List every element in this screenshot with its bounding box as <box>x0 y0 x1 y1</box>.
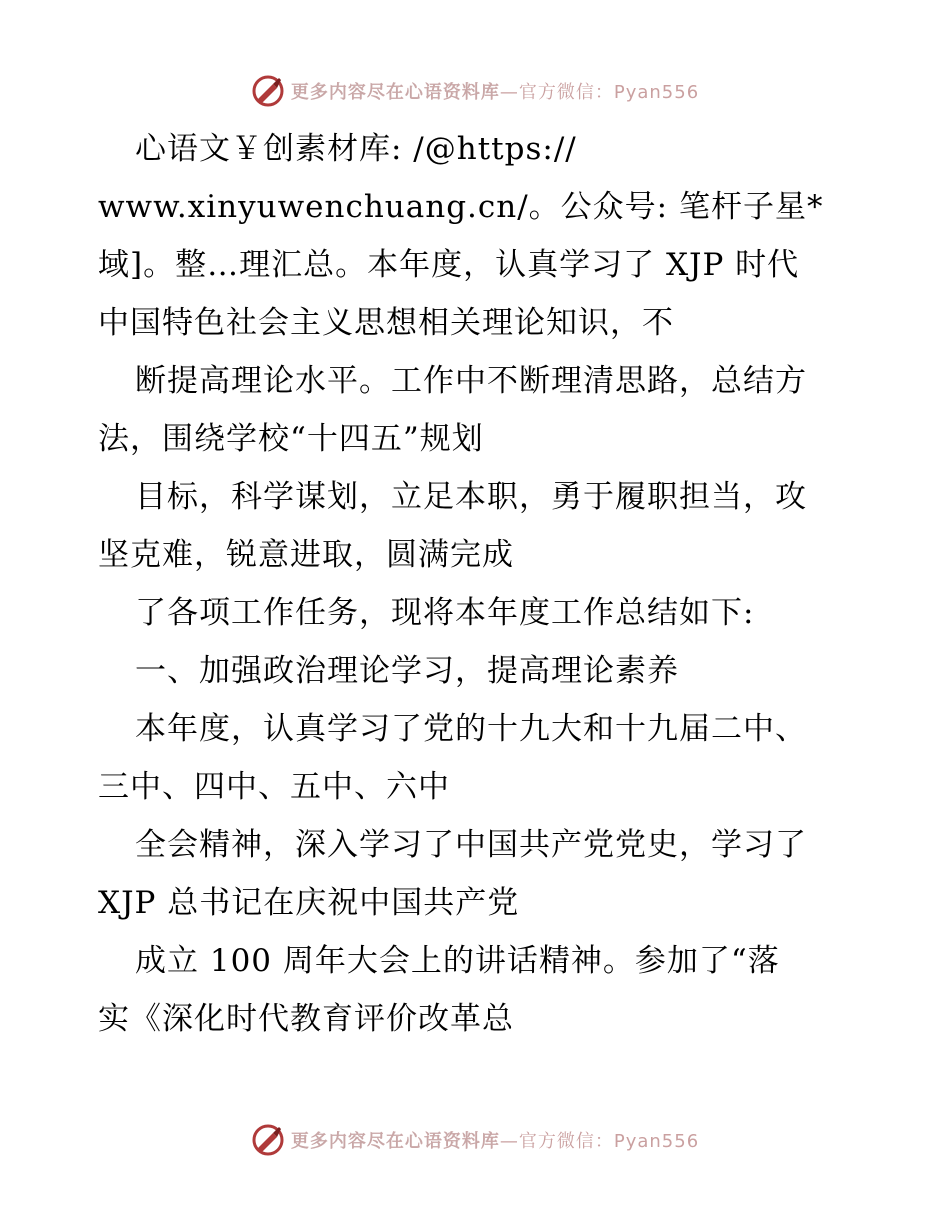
pen-logo-icon <box>251 74 285 108</box>
text-line: 全会精神，深入学习了中国共产党党史，学习了 <box>135 827 807 863</box>
document-body <box>98 120 868 1048</box>
text-line: 了各项工作任务，现将本年度工作总结如下: <box>135 595 755 631</box>
pen-logo-icon <box>251 1123 285 1157</box>
text-line: 本年度，认真学习了党的十九大和十九届二中、 <box>135 711 807 747</box>
text-line: 断提高理论水平。工作中不断理清思路，总结方 <box>135 363 807 399</box>
banner-text: 更多内容尽在心语资料库—官方微信：Pyan556 <box>290 1131 700 1152</box>
banner-text: 更多内容尽在心语资料库—官方微信：Pyan556 <box>290 82 700 103</box>
text-line: XJP 总书记在庆祝中国共产党 <box>98 885 520 921</box>
text-line: 域]。整…理汇总。本年度，认真学习了 XJP 时代 <box>98 247 800 283</box>
text-line: 实《深化时代教育评价改革总 <box>98 1001 514 1037</box>
text-line: 三中、四中、五中、六中 <box>98 769 450 805</box>
text-line: 中国特色社会主义思想相关理论知识，不 <box>98 305 674 341</box>
footer-banner <box>0 1120 950 1160</box>
text-line: 一、加强政治理论学习，提高理论素养 <box>135 653 679 689</box>
text-line: 目标，科学谋划，立足本职，勇于履职担当，攻 <box>135 479 807 515</box>
header-banner <box>0 71 950 111</box>
text-line: 法，围绕学校“十四五”规划 <box>98 421 484 457</box>
text-line: www.xinyuwenchuang.cn/。公众号: 笔杆子星* <box>98 189 824 225</box>
text-line: 坚克难，锐意进取，圆满完成 <box>98 537 514 573</box>
text-line: 成立 100 周年大会上的讲话精神。参加了“落 <box>135 943 780 979</box>
text-line: 心语文￥创素材库: /@https:// <box>135 131 577 167</box>
